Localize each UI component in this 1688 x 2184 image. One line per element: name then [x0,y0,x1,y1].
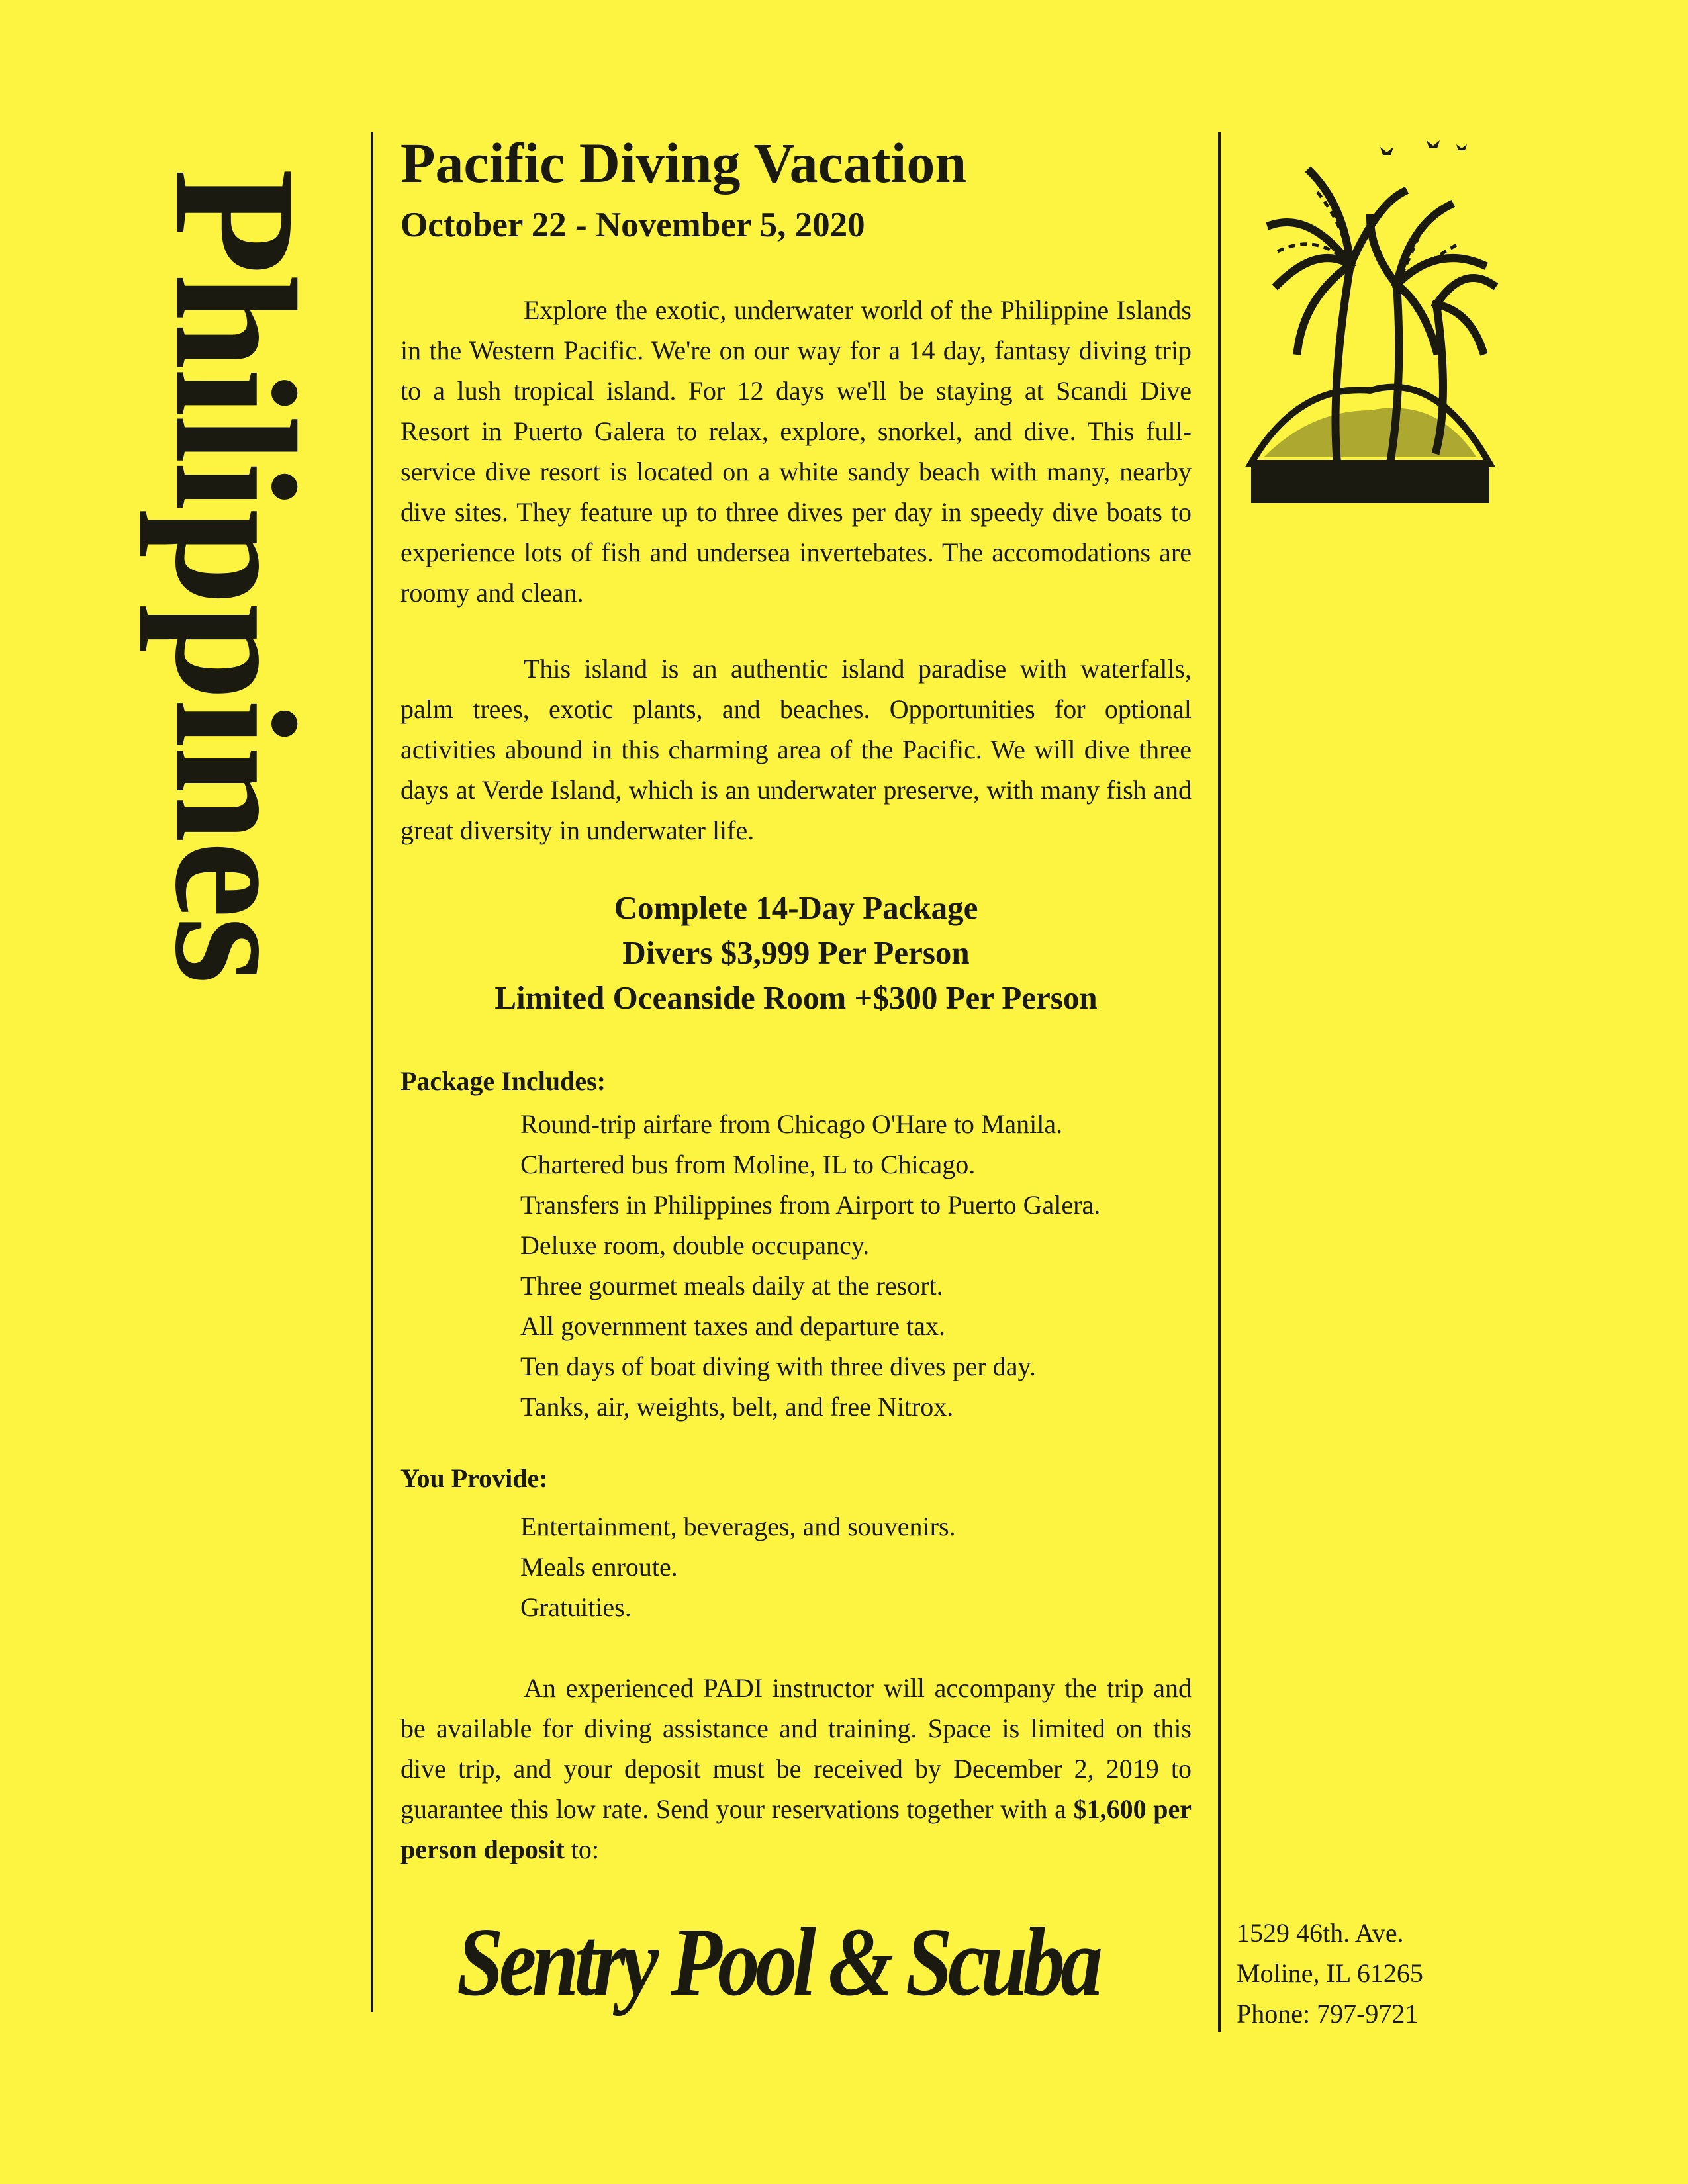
list-item: Round-trip airfare from Chicago O'Hare to Manila. [520,1109,1063,1139]
deposit-amount: $1,600 per person deposit [400,1794,1192,1864]
package-line-1: Complete 14-Day Package [614,889,978,926]
list-item: Deluxe room, double occupancy. [520,1230,870,1260]
closing-paragraph [400,1668,1192,1870]
intro-paragraph-2: This island is an authentic island paradise with waterfalls, palm trees, exotic plants, and beaches. Opportunities for optional activities abound in this charming area of the Pacific. We will dive three days at Verde Island, which is an underwater preserve, with many fish and great diversity in underwater life. [400,654,1192,845]
list-item: Chartered bus from Moline, IL to Chicago. [520,1150,976,1179]
side-title [139,132,331,1019]
side-title-text: Philippines [139,168,332,983]
right-divider [1218,132,1221,2032]
list-item: Meals enroute. [520,1552,678,1582]
list-item: Transfers in Philippines from Airport to Puerto Galera. [520,1190,1101,1220]
includes-list [520,1104,1100,1427]
list-item: Entertainment, beverages, and souvenirs. [520,1512,956,1541]
list-item: Three gourmet meals daily at the resort. [520,1271,943,1300]
palm-tree-island-icon [1238,132,1503,510]
provide-heading: You Provide: [400,1463,548,1493]
page-title: Pacific Diving Vacation [400,131,967,195]
package-line-2: Divers $3,999 Per Person [622,934,970,971]
trip-dates: October 22 - November 5, 2020 [400,206,865,244]
package-summary [400,886,1192,1021]
list-item: Gratuities. [520,1592,632,1622]
shop-address [1237,1913,1423,2034]
includes-heading: Package Includes: [400,1066,606,1096]
list-item: All government taxes and departure tax. [520,1311,945,1341]
package-line-3: Limited Oceanside Room +$300 Per Person [494,979,1098,1016]
list-item: Tanks, air, weights, belt, and free Nitrox. [520,1392,954,1422]
address-city: Moline, IL 61265 [1237,1958,1423,1988]
left-divider [371,132,373,2012]
address-phone: Phone: 797-9721 [1237,1999,1419,2028]
list-item: Ten days of boat diving with three dives per day. [520,1351,1036,1381]
intro-paragraph-1: Explore the exotic, underwater world of the Philippine Islands in the Western Pacific. We're on our way for a 14 day, fantasy diving trip to a lush tropical island. For 12 days we'll be staying at Scandi Dive Resort in Puerto Galera to relax, explore, snorkel, and dive. This full-service dive resort is located on a white sandy beach with many, nearby dive sites. They feature up to three dives per day in speedy dive boats to experience lots of fish and undersea invertebates. The accomodations are roomy and clean. [400,295,1192,608]
provide-list [520,1506,956,1627]
closing-end: to: [564,1835,600,1864]
closing-text: An experienced PADI instructor will accompany the trip and be available for diving assistance and training. Space is limited on this dive trip, and your deposit must be received by December 2, 2019 to guarantee this low rate. Send your reservations together with a [400,1673,1192,1824]
shop-brand: Sentry Pool & Scuba [457,1908,1098,2017]
address-street: 1529 46th. Ave. [1237,1918,1404,1948]
